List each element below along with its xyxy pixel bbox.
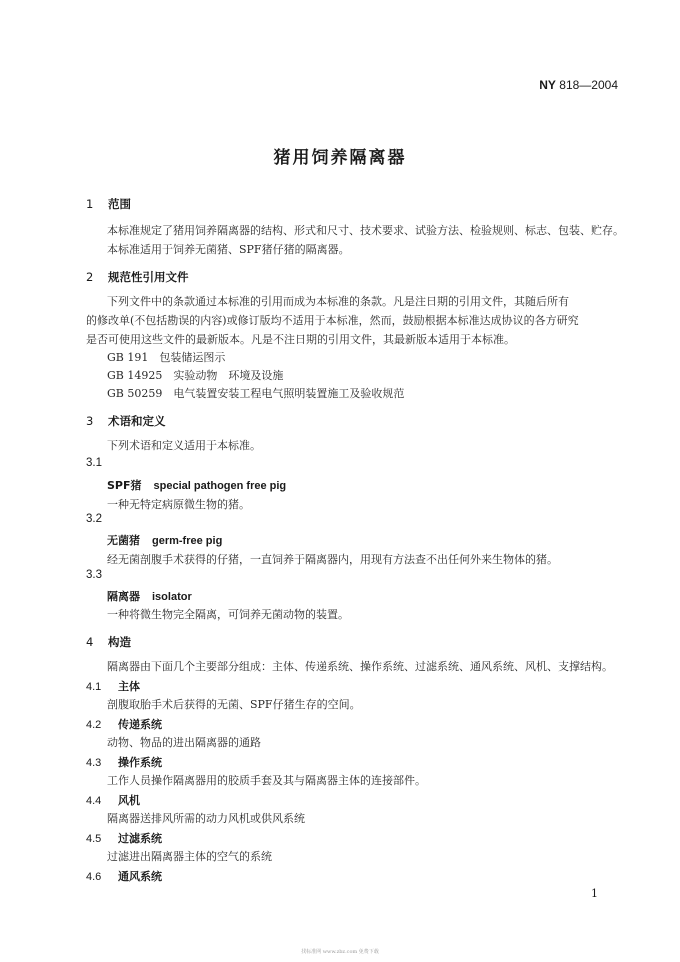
term-3-1-en: special pathogen free pig [153, 480, 287, 492]
subsection-4-4-title: 风机 [118, 794, 140, 807]
section-2-heading [86, 269, 189, 285]
term-3-3-en: isolator [152, 591, 192, 603]
reference-gb191: GB 191 包装储运图示 [107, 351, 226, 364]
page-number: 1 [591, 887, 598, 900]
term-3-1-number: 3.1 [86, 457, 102, 469]
subsection-4-3-heading [86, 754, 162, 770]
term-3-2-definition: 经无菌剖腹手术获得的仔猪，一直饲养于隔离器内，用现有方法查不出任何外来生物体的猪。 [107, 553, 558, 566]
reference-gb14925: GB 14925 实验动物 环境及设施 [107, 369, 284, 382]
section-4-heading [86, 634, 131, 650]
subsection-4-5-text: 过滤进出隔离器主体的空气的系统 [107, 850, 272, 863]
term-3-2-zh: 无菌猪 [107, 534, 140, 547]
subsection-4-5-number: 4.5 [86, 833, 102, 845]
subsection-4-4-number: 4.4 [86, 795, 102, 807]
document-title: 猪用饲养隔离器 [273, 148, 407, 168]
term-3-3 [107, 588, 192, 604]
subsection-4-6-number: 4.6 [86, 871, 102, 883]
section-3-intro: 下列术语和定义适用于本标准。 [107, 439, 261, 452]
section-2-paragraph-line-2: 的修改单(不包括勘误的内容)或修订版均不适用于本标准，然而，鼓励根据本标准达成协议的各方研究 [86, 314, 579, 327]
term-3-3-definition: 一种将微生物完全隔离，可饲养无菌动物的装置。 [107, 608, 349, 621]
term-3-1-zh: SPF猪 [107, 479, 142, 492]
subsection-4-6-title: 通风系统 [118, 870, 162, 883]
section-1-number: 1 [86, 197, 94, 211]
section-1-title: 范围 [108, 197, 131, 211]
subsection-4-5-heading [86, 830, 162, 846]
footer-watermark: 找标准网 www.zbz.com 免费下载 [301, 949, 379, 955]
subsection-4-1-text: 剖腹取胎手术后获得的无菌、SPF仔猪生存的空间。 [107, 698, 361, 711]
subsection-4-3-number: 4.3 [86, 757, 102, 769]
subsection-4-2-text: 动物、物品的进出隔离器的通路 [107, 736, 261, 749]
subsection-4-1-title: 主体 [118, 680, 140, 693]
section-4-title: 构造 [108, 635, 131, 649]
term-3-2-en: germ-free pig [152, 535, 223, 547]
term-3-2-number: 3.2 [86, 513, 102, 525]
term-3-3-zh: 隔离器 [107, 590, 140, 603]
subsection-4-5-title: 过滤系统 [118, 832, 162, 845]
section-2-paragraph-line-3: 是否可使用这些文件的最新版本。凡是不注日期的引用文件，其最新版本适用于本标准。 [86, 333, 515, 346]
section-4-intro: 隔离器由下面几个主要部分组成：主体、传递系统、操作系统、过滤系统、通风系统、风机、支撑结构。 [107, 660, 613, 673]
term-3-1-definition: 一种无特定病原微生物的猪。 [107, 498, 250, 511]
section-1-heading [86, 196, 131, 212]
term-3-3-number: 3.3 [86, 569, 102, 581]
section-2-paragraph-line-1: 下列文件中的条款通过本标准的引用而成为本标准的条款。凡是注日期的引用文件，其随后所有 [107, 295, 569, 308]
subsection-4-3-text: 工作人员操作隔离器用的胶质手套及其与隔离器主体的连接部件。 [107, 774, 426, 787]
subsection-4-1-number: 4.1 [86, 681, 102, 693]
term-3-1 [107, 477, 286, 493]
subsection-4-2-title: 传递系统 [118, 718, 162, 731]
subsection-4-4-text: 隔离器送排风所需的动力风机或供风系统 [107, 812, 305, 825]
section-2-number: 2 [86, 270, 94, 284]
subsection-4-6-heading [86, 868, 162, 884]
section-3-heading [86, 413, 166, 429]
subsection-4-2-number: 4.2 [86, 719, 102, 731]
section-1-paragraph-2: 本标准适用于饲养无菌猪、SPF猪仔猪的隔离器。 [107, 243, 350, 256]
section-2-title: 规范性引用文件 [108, 270, 189, 284]
subsection-4-1-heading [86, 678, 140, 694]
reference-gb50259: GB 50259 电气装置安装工程电气照明装置施工及验收规范 [107, 387, 405, 400]
section-1-paragraph-1: 本标准规定了猪用饲养隔离器的结构、形式和尺寸、技术要求、试验方法、检验规则、标志、包装、贮存。 [107, 224, 624, 237]
term-3-2 [107, 532, 222, 548]
section-3-number: 3 [86, 414, 94, 428]
subsection-4-2-heading [86, 716, 162, 732]
section-4-number: 4 [86, 635, 94, 649]
standard-code [539, 78, 618, 92]
standard-number: 818—2004 [559, 78, 618, 92]
section-3-title: 术语和定义 [108, 414, 166, 428]
subsection-4-3-title: 操作系统 [118, 756, 162, 769]
standard-prefix: NY [539, 78, 556, 92]
subsection-4-4-heading [86, 792, 140, 808]
